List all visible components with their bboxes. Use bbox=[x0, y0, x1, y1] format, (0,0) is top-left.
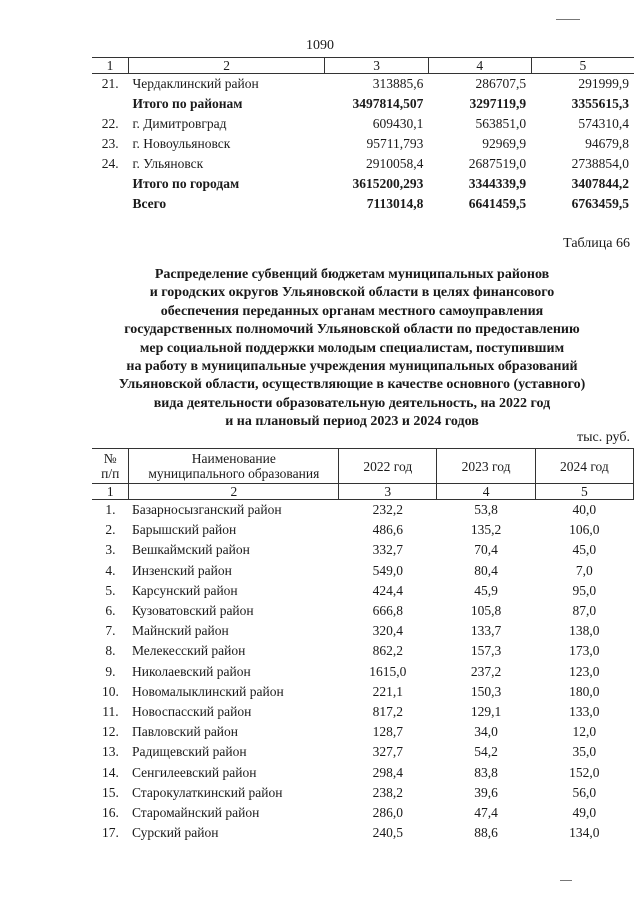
value-2022: 1615,0 bbox=[369, 663, 407, 679]
value-2022: 817,2 bbox=[372, 704, 403, 720]
value-2022: 286,0 bbox=[372, 805, 403, 821]
row-name: Сенгилеевский район bbox=[131, 764, 257, 780]
index-cell: 2 bbox=[129, 484, 339, 500]
row-number: 8. bbox=[105, 643, 116, 659]
row-number: 2. bbox=[105, 522, 116, 538]
value-2023: 3344339,9 bbox=[468, 176, 527, 191]
table-header-row bbox=[92, 449, 634, 484]
table-title bbox=[72, 266, 632, 432]
value-2024: 45,0 bbox=[572, 542, 597, 558]
table-row bbox=[92, 823, 634, 843]
row-name: Николаевский район bbox=[131, 663, 251, 679]
table-row bbox=[92, 500, 634, 521]
table-row bbox=[92, 742, 634, 762]
table-row bbox=[92, 722, 634, 742]
table-row bbox=[92, 783, 634, 803]
value-2023: 88,6 bbox=[474, 825, 498, 841]
table-row bbox=[92, 803, 634, 823]
value-2023: 54,2 bbox=[474, 744, 498, 760]
value-2024: 173,0 bbox=[569, 643, 600, 659]
value-2023: 286707,5 bbox=[475, 76, 527, 91]
value-2024: 35,0 bbox=[572, 744, 597, 760]
table-row bbox=[92, 520, 634, 540]
table-row bbox=[92, 763, 634, 783]
value-2022: 240,5 bbox=[372, 825, 403, 841]
table-row bbox=[92, 540, 634, 560]
value-2024: 94679,8 bbox=[585, 136, 629, 151]
row-number: 24. bbox=[101, 156, 119, 171]
row-number: 16. bbox=[102, 805, 119, 821]
table-row bbox=[92, 154, 634, 174]
table-row bbox=[92, 74, 634, 95]
row-number: 7. bbox=[105, 623, 116, 639]
value-2024: 123,0 bbox=[569, 663, 600, 679]
value-2022: 2910058,4 bbox=[365, 156, 424, 171]
row-name: Чердаклинский район bbox=[132, 76, 259, 91]
value-2023: 237,2 bbox=[470, 663, 502, 679]
col-header-number-line1: № bbox=[103, 451, 117, 466]
title-line: Ульяновской области, осуществляющие в качестве основного (уставного) bbox=[118, 377, 586, 393]
value-2023: 39,6 bbox=[474, 784, 498, 800]
row-name: г. Новоульяновск bbox=[132, 136, 231, 151]
value-2023: 563851,0 bbox=[475, 116, 527, 131]
row-name: Новомалыклинский район bbox=[131, 683, 284, 699]
row-number: 12. bbox=[102, 724, 119, 740]
col-header-name-line2: муниципального образования bbox=[148, 466, 320, 481]
value-2023: 129,1 bbox=[470, 704, 502, 720]
col-header-number-line2: п/п bbox=[101, 466, 120, 481]
value-2022: 238,2 bbox=[372, 784, 403, 800]
value-2024: 3355615,3 bbox=[571, 96, 629, 111]
value-2022: 298,4 bbox=[372, 764, 403, 780]
title-line: вида деятельности образовательную деятельность, на 2022 год bbox=[153, 395, 551, 411]
row-number bbox=[92, 194, 128, 214]
value-2023: 2687519,0 bbox=[468, 156, 527, 171]
table-row bbox=[92, 641, 634, 661]
value-2023: 6641459,5 bbox=[468, 196, 527, 211]
value-2022: 332,7 bbox=[372, 542, 403, 558]
table-row bbox=[92, 621, 634, 641]
value-2023: 53,8 bbox=[474, 502, 498, 517]
value-2022: 862,2 bbox=[372, 643, 403, 659]
value-2024: 49,0 bbox=[572, 805, 597, 821]
value-2022: 95711,793 bbox=[366, 136, 424, 151]
value-2024: 7,0 bbox=[575, 562, 593, 578]
row-number: 17. bbox=[102, 825, 119, 841]
page-number: 1090 bbox=[306, 38, 334, 53]
value-2023: 47,4 bbox=[474, 805, 498, 821]
row-name: Карсунский район bbox=[131, 582, 238, 598]
table-row bbox=[92, 662, 634, 682]
value-2024: 291999,9 bbox=[578, 76, 629, 91]
index-cell: 2 bbox=[128, 58, 324, 74]
value-2024: 133,0 bbox=[569, 704, 600, 720]
index-cell: 4 bbox=[428, 58, 531, 74]
row-name: Старомайнский район bbox=[131, 805, 260, 821]
row-name: Сурский район bbox=[131, 825, 219, 841]
row-number bbox=[92, 94, 128, 114]
row-name: Новоспасский район bbox=[131, 704, 252, 720]
value-2024: 95,0 bbox=[572, 582, 597, 598]
table-index-row bbox=[92, 58, 634, 74]
table-label: Таблица 66 bbox=[563, 236, 630, 251]
col-header-name bbox=[129, 449, 339, 484]
title-line: государственных полномочий Ульяновской области по предоставлению bbox=[124, 322, 580, 338]
subvention-table bbox=[92, 448, 634, 843]
value-2022: 666,8 bbox=[372, 603, 403, 619]
row-name: Мелекесский район bbox=[131, 643, 246, 659]
row-name: Базарносызганский район bbox=[131, 502, 282, 517]
value-2024: 152,0 bbox=[569, 764, 600, 780]
scan-mark bbox=[556, 19, 580, 20]
row-number: 22. bbox=[101, 116, 119, 131]
value-2022: 7113014,8 bbox=[366, 196, 424, 211]
index-cell: 3 bbox=[339, 484, 437, 500]
value-2024: 56,0 bbox=[572, 784, 597, 800]
value-2024: 12,0 bbox=[572, 724, 597, 740]
value-2024: 134,0 bbox=[569, 825, 600, 841]
row-number: 13. bbox=[102, 744, 119, 760]
title-line: и городских округов Ульяновской области в целях финансового bbox=[149, 285, 555, 301]
value-2023: 70,4 bbox=[474, 542, 498, 558]
revenue-continuation-table bbox=[92, 57, 634, 214]
row-number: 3. bbox=[105, 542, 116, 558]
value-2024: 180,0 bbox=[569, 683, 600, 699]
row-number: 9. bbox=[105, 663, 116, 679]
index-cell: 1 bbox=[92, 58, 128, 74]
value-2023: 133,7 bbox=[470, 623, 502, 639]
row-name: Старокулаткинский район bbox=[131, 784, 283, 800]
value-2023: 83,8 bbox=[474, 764, 498, 780]
row-number: 1. bbox=[105, 502, 116, 517]
row-name: Всего bbox=[132, 196, 167, 211]
row-number bbox=[92, 174, 128, 194]
index-cell: 1 bbox=[92, 484, 129, 500]
value-2022: 3497814,507 bbox=[352, 96, 424, 111]
value-2024: 40,0 bbox=[572, 502, 597, 517]
col-header-number bbox=[92, 449, 129, 484]
value-2022: 549,0 bbox=[372, 562, 403, 578]
row-name: г. Ульяновск bbox=[132, 156, 204, 171]
total-row bbox=[92, 194, 634, 214]
row-name: Итого по городам bbox=[132, 176, 240, 191]
index-cell: 4 bbox=[437, 484, 535, 500]
value-2022: 128,7 bbox=[372, 724, 403, 740]
row-name: Майнский район bbox=[131, 623, 229, 639]
row-name: Инзенский район bbox=[131, 562, 232, 578]
title-line: мер социальной поддержки молодым специалистам, поступившим bbox=[139, 340, 565, 356]
index-cell: 5 bbox=[531, 58, 634, 74]
row-name: Итого по районам bbox=[132, 96, 243, 111]
unit-label: тыс. руб. bbox=[577, 430, 630, 445]
value-2024: 3407844,2 bbox=[571, 176, 629, 191]
col-header-2022: 2022 год bbox=[339, 449, 437, 484]
value-2022: 486,6 bbox=[372, 522, 403, 538]
row-number: 21. bbox=[101, 76, 119, 91]
row-name: Кузоватовский район bbox=[131, 603, 254, 619]
value-2024: 2738854,0 bbox=[571, 156, 629, 171]
value-2023: 135,2 bbox=[470, 522, 502, 538]
value-2022: 327,7 bbox=[372, 744, 403, 760]
scan-mark bbox=[560, 880, 572, 881]
title-line: на работу в муниципальные учреждения муниципальных образований bbox=[126, 359, 578, 375]
total-row bbox=[92, 174, 634, 194]
index-cell: 3 bbox=[325, 58, 429, 74]
value-2022: 232,2 bbox=[372, 502, 403, 517]
value-2023: 3297119,9 bbox=[469, 96, 527, 111]
value-2022: 221,1 bbox=[372, 683, 403, 699]
value-2024: 106,0 bbox=[569, 522, 600, 538]
value-2023: 92969,9 bbox=[482, 136, 527, 151]
value-2022: 3615200,293 bbox=[352, 176, 424, 191]
value-2024: 138,0 bbox=[569, 623, 600, 639]
value-2022: 320,4 bbox=[372, 623, 403, 639]
value-2024: 87,0 bbox=[572, 603, 597, 619]
title-line: обеспечения переданных органам местного самоуправления bbox=[160, 303, 544, 319]
title-line: Распределение субвенций бюджетам муниципальных районов bbox=[154, 267, 550, 282]
row-number: 14. bbox=[102, 764, 119, 780]
value-2023: 80,4 bbox=[474, 562, 498, 578]
table-index-row bbox=[92, 484, 634, 500]
row-number: 5. bbox=[105, 582, 116, 598]
row-name: г. Димитровград bbox=[132, 116, 227, 131]
table-row bbox=[92, 601, 634, 621]
index-cell: 5 bbox=[535, 484, 633, 500]
row-number: 10. bbox=[102, 683, 119, 699]
value-2022: 609430,1 bbox=[372, 116, 424, 131]
row-number: 15. bbox=[102, 784, 119, 800]
table-row bbox=[92, 682, 634, 702]
table-row bbox=[92, 114, 634, 134]
value-2024: 574310,4 bbox=[578, 116, 629, 131]
row-name: Радищевский район bbox=[131, 744, 247, 760]
col-header-2023: 2023 год bbox=[437, 449, 535, 484]
table-row bbox=[92, 581, 634, 601]
value-2023: 150,3 bbox=[470, 683, 502, 699]
row-number: 11. bbox=[102, 704, 119, 720]
row-number: 4. bbox=[105, 562, 116, 578]
row-number: 6. bbox=[105, 603, 116, 619]
value-2022: 424,4 bbox=[372, 582, 403, 598]
value-2023: 105,8 bbox=[470, 603, 502, 619]
col-header-2024: 2024 год bbox=[535, 449, 633, 484]
value-2023: 157,3 bbox=[470, 643, 502, 659]
table-row bbox=[92, 702, 634, 722]
value-2022: 313885,6 bbox=[372, 76, 424, 91]
total-row bbox=[92, 94, 634, 114]
col-header-name-line1: Наименование bbox=[191, 451, 276, 466]
value-2023: 45,9 bbox=[474, 582, 498, 598]
row-name: Вешкаймский район bbox=[131, 542, 250, 558]
row-name: Павловский район bbox=[131, 724, 239, 740]
title-line: и на плановый период 2023 и 2024 годов bbox=[225, 414, 479, 430]
value-2023: 34,0 bbox=[474, 724, 498, 740]
table-row bbox=[92, 561, 634, 581]
table-row bbox=[92, 134, 634, 154]
row-name: Барышский район bbox=[131, 522, 237, 538]
value-2024: 6763459,5 bbox=[571, 196, 629, 211]
row-number: 23. bbox=[101, 136, 119, 151]
